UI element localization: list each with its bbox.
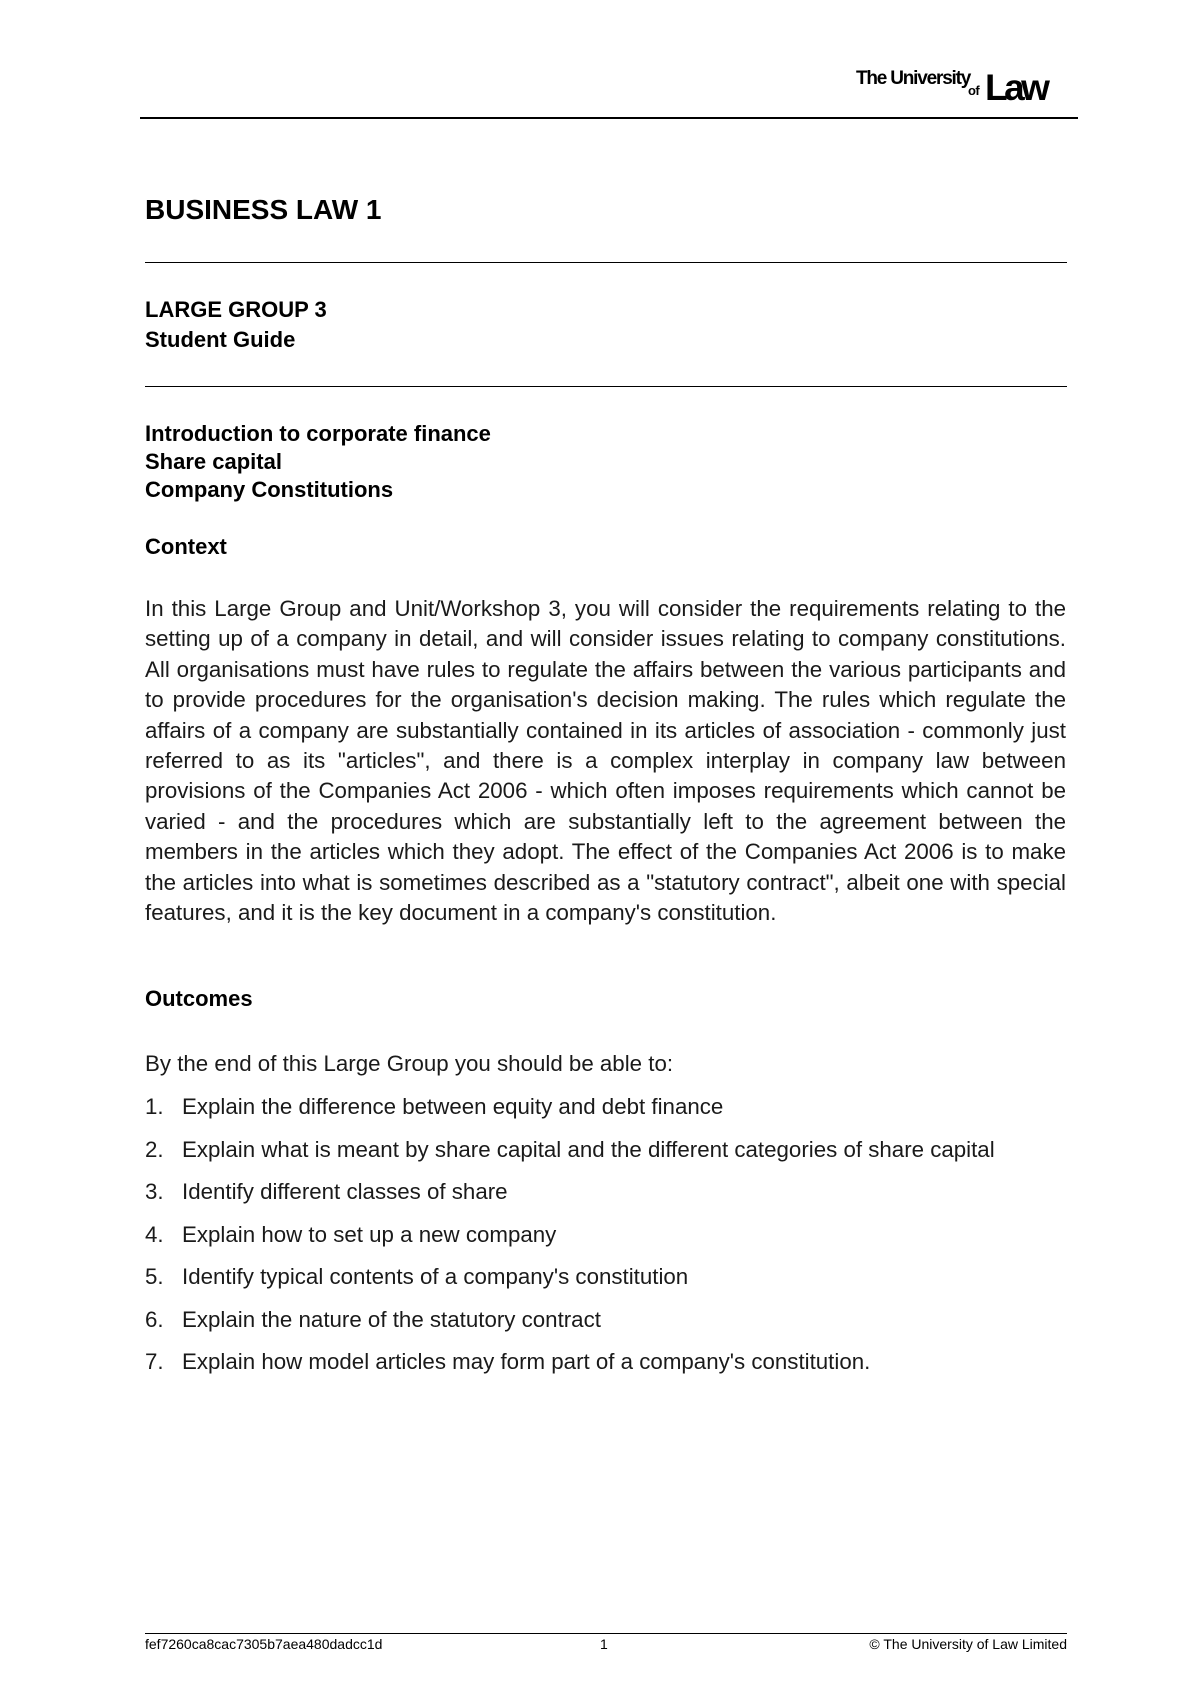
list-item [145, 1305, 1045, 1335]
list-text: Identify typical contents of a company's constitution [182, 1264, 689, 1289]
list-number: 7. [145, 1349, 164, 1374]
list-item [145, 1347, 1045, 1377]
footer-page-number: 1 [600, 1636, 608, 1652]
context-heading: Context [145, 534, 227, 559]
topic-item: Company Constitutions [145, 477, 394, 502]
document-title: BUSINESS LAW 1 [145, 194, 382, 225]
title-divider [145, 262, 1067, 263]
logo-line-3: Law [985, 67, 1047, 108]
list-number: 4. [145, 1221, 164, 1247]
guide-label: Student Guide [145, 327, 296, 352]
topic-item: Share capital [145, 449, 282, 474]
list-item [145, 1220, 1045, 1250]
outcomes-intro: By the end of this Large Group you should be able to: [145, 1051, 674, 1076]
list-number: 1. [145, 1094, 164, 1119]
logo-line-1: The University [856, 68, 971, 89]
list-number: 6. [145, 1306, 164, 1332]
list-text: Explain the difference between equity and debt finance [182, 1094, 724, 1119]
list-number: 2. [145, 1136, 164, 1162]
outcomes-heading: Outcomes [145, 986, 253, 1011]
footer-copyright: © The University of Law Limited [869, 1636, 1067, 1652]
logo-line-2: of [968, 83, 980, 98]
list-number: 5. [145, 1264, 164, 1289]
outcomes-list [145, 1092, 1045, 1390]
topic-item: Introduction to corporate finance [145, 421, 491, 446]
list-text: Explain how model articles may form part of a company's constitution. [182, 1349, 871, 1374]
subtitle-divider [145, 386, 1067, 387]
list-number: 3. [145, 1179, 164, 1204]
header-rule [140, 117, 1078, 119]
list-item [145, 1135, 1045, 1165]
group-label: LARGE GROUP 3 [145, 297, 327, 322]
list-item [145, 1092, 1045, 1122]
footer-doc-id: fef7260ca8cac7305b7aea480dadcc1d [145, 1636, 383, 1652]
context-paragraph: In this Large Group and Unit/Workshop 3, you will consider the requirements relating to the setting up of a company in detail, and will consider issues relating to company constitutions. All organisations must have rules to regulate the affairs between the various participants and to provide procedures for the organisation's decision making. The rules which regulate the affairs of a company are substantially contained in its articles of association - commonly just referred to as its "articles", and there is a complex interplay in company law between provisions of the Companies Act 2006 - which often imposes requirements which cannot be varied - and the procedures which are substantially left to the agreement between the members in the articles which they adopt. The effect of the Companies Act 2006 is to make the articles into what is sometimes described as a "statutory contract", albeit one with special features, and it is the key document in a company's constitution. [145, 596, 1066, 926]
list-text: Explain what is meant by share capital and the different categories of share capital [182, 1136, 995, 1162]
university-logo [856, 64, 1068, 106]
list-text: Identify different classes of share [182, 1179, 508, 1204]
list-text: Explain how to set up a new company [182, 1221, 557, 1247]
list-text: Explain the nature of the statutory contract [182, 1306, 601, 1332]
list-item [145, 1177, 1045, 1207]
list-item [145, 1262, 1045, 1292]
